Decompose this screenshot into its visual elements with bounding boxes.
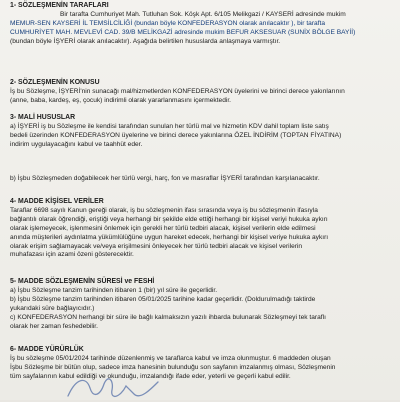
section-title: 1- SÖZLEŞMENİN TARAFLARI: [10, 2, 109, 9]
section-title: 3- MALİ HUSUSLAR: [10, 114, 76, 121]
section-title: 5- MADDE SÖZLEŞMENİN SÜRESİ ve FESHİ: [10, 278, 155, 285]
paragraph-line: bağlantılı olarak öğrendiği, eriştiği veya herhangi bir şekilde elde ettiği herhangi bir kişisel veriyi hukuka aykırı: [10, 215, 328, 223]
paragraph-line: Bir tarafta Cumhuriyet Mah. Tutluhan Sok. Köşk Apt. 6/105 Melikgazi / KAYSERİ adresinde mukim: [60, 10, 346, 18]
paragraph-line: yukarıdaki süre bağlayıcıdır.): [10, 304, 95, 312]
paragraph-line: CUMHURİYET MAH. MEVLEVİ CAD. 39/B MELİKGAZİ adresinde mukim BEFUR AKSESUAR (SUNİX BÖLGE BAYİİ): [10, 28, 356, 36]
paragraph-line: muhafazası için azami özeni gösterecektir.: [10, 251, 134, 259]
section-term: [10, 278, 392, 331]
paragraph-line: b) İşbu Sözleşmeden doğabilecek her türlü vergi, harç, fon ve masraflar İŞYERİ tarafından karşılanacaktır.: [10, 175, 320, 182]
paragraph-line: a) İŞYERİ iş bu Sözleşme ile kendisi tarafından sunulan her türlü mal ve hizmetin KDV dahil toplam liste satış: [10, 122, 329, 130]
section-title: 4- MADDE KİŞİSEL VERİLER: [10, 198, 104, 205]
paragraph-line: tüm sayfalarının kabul edildiği ve okunduğu, imzalandığı ifade eder, yeterli ve geçerli kabul edilir.: [10, 372, 291, 380]
paragraph-line: c) KONFEDERASYON herhangi bir süre ile bağlı kalmaksızın yazılı ihbarda bulunarak Sözleşmeyi tek taraflı: [10, 313, 326, 321]
paragraph-line: (anne, baba, kardeş, eş, çocuk) indirimli olarak yararlanmasını içermektedir.: [10, 96, 231, 104]
section-title: 2- SÖZLEŞMENİN KONUSU: [10, 79, 100, 86]
paragraph-line: Taraflar 6698 sayılı Kanun gereği olarak, iş bu sözleşmenin ifası sırasında veya iş bu sözleşmenin ifasıyla: [10, 206, 318, 214]
section-financial-note: [10, 175, 392, 184]
paragraph-line: olarak işlemeyecek, işlenmesini önlemek için gerekli her türlü tedbiri alacak, kişisel verilerin elde edilmesi: [10, 224, 316, 232]
paragraph-line: (bundan böyle İŞYERİ olarak anılacaktır). Aşağıda belirtilen hususlarda anlaşmaya varmıştır.: [10, 37, 281, 45]
paragraph-line: olarak erişim sağlamayacak ve/veya erişilmesini önleyecek her türlü tedbiri alacak ve kişisel verilerin: [10, 242, 303, 250]
paragraph-line: bedeli üzerinden KONFEDERASYON üyelerine ve birinci derece yakınlarına ÖZEL İNDİRİM (TOPTAN FİYATINA): [10, 131, 342, 139]
section-subject: [10, 79, 392, 106]
paragraph-line: İşbu Sözleşme bir bütün olup, sadece imza hanesinin bulunduğu son sayfanın imzalanmış olması, Sözleşmenin: [10, 363, 336, 371]
section-title: 6- MADDE YÜRÜRLÜK: [10, 346, 84, 353]
paragraph-line: b) İşbu Sözleşme tanzim tarihinden itibaren 05/01/2025 tarihine kadar geçerlidir. (Doldurulmadığı taktirde: [10, 295, 316, 303]
paragraph-line: a) İşbu Sözleşme tanzim tarihinden itibaren 1 (bir) yıl süre ile geçerlidir.: [10, 286, 218, 294]
paragraph-line: indirim uygulayacağını kabul ve taahhüt eder.: [10, 140, 143, 148]
paragraph-line: anında müşterileri aydınlatma yükümlülüğüne uygun hareket edecek, herhangi bir kişisel veriye hukuka aykırı: [10, 233, 329, 241]
section-personal-data: [10, 198, 392, 260]
paragraph-line: olarak her zaman feshedebilir.: [10, 322, 98, 330]
paragraph-line: MEMUR-SEN KAYSERİ İL TEMSİLCİLİĞİ (bundan böyle KONFEDERASYON olarak anılacaktır ), bir tarafta: [10, 19, 326, 27]
paragraph-line: İş bu Sözleşme, İŞYERİ'nin sunacağı mal/hizmetlerden KONFEDERASYON üyelerini ve birinci derece yakınlarının: [10, 87, 345, 95]
handwritten-signature: [60, 372, 180, 402]
section-parties: [10, 2, 392, 47]
section-financial: [10, 114, 392, 150]
paragraph-line: İş bu sözleşme 05/01/2024 tarihinde düzenlenmiş ve taraflarca kabul ve imza olunmuştur. 6 maddeden oluşan: [10, 354, 331, 362]
